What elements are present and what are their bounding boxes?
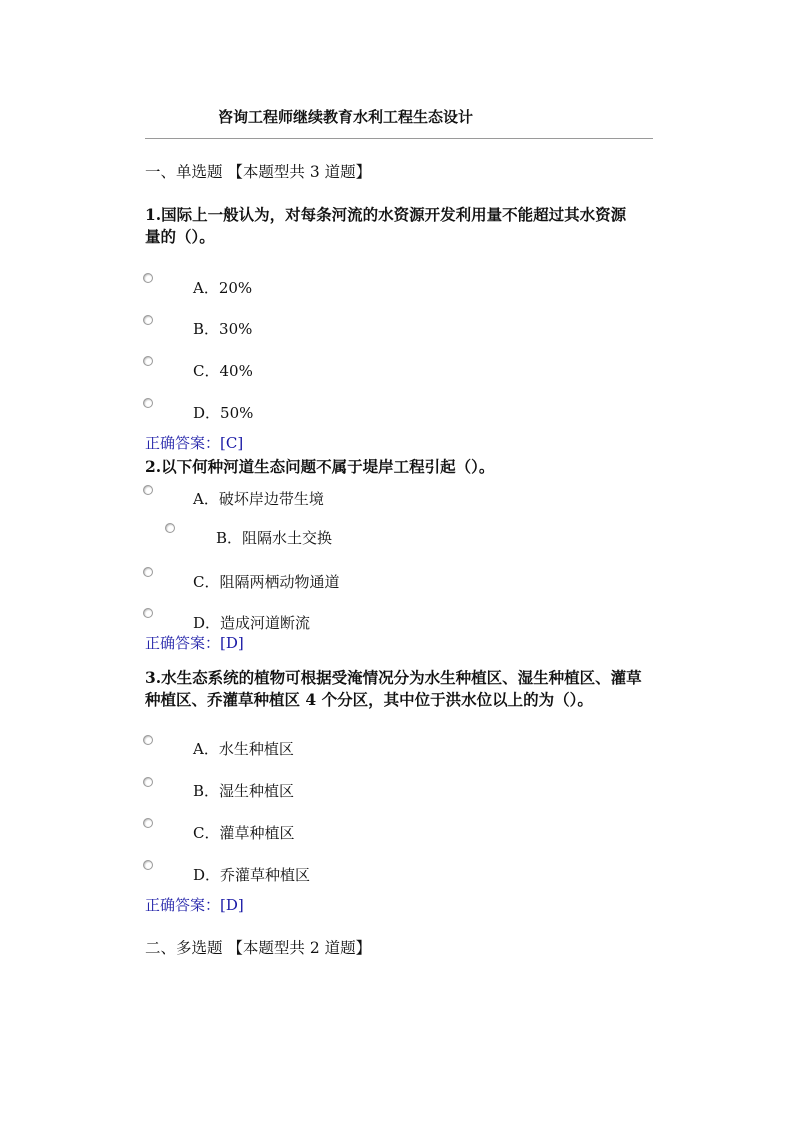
- q3-option-d-label: D．乔灌草种植区: [193, 866, 311, 884]
- q3-option-c-radio[interactable]: [143, 818, 153, 828]
- q1-option-c-label: C．40%: [193, 362, 253, 380]
- q2-option-d-radio[interactable]: [143, 608, 153, 618]
- q1-correct-answer: 正确答案：[C]: [145, 434, 244, 452]
- q3-option-c-label: C．灌草种植区: [193, 824, 295, 842]
- question-3-line-2: 种植区、乔灌草种植区 4 个分区，其中位于洪水位以上的为（）。: [145, 690, 593, 709]
- q1-option-a-label: A．20%: [193, 279, 253, 297]
- q2-option-c-radio[interactable]: [143, 567, 153, 577]
- q1-option-d-label: D．50%: [193, 404, 254, 422]
- q3-correct-answer: 正确答案：[D]: [145, 896, 244, 914]
- q2-correct-answer: 正确答案：[D]: [145, 634, 244, 652]
- q3-option-a-radio[interactable]: [143, 735, 153, 745]
- q3-option-b-radio[interactable]: [143, 777, 153, 787]
- q2-option-d-label: D．造成河道断流: [193, 614, 311, 632]
- q1-option-c-radio[interactable]: [143, 356, 153, 366]
- q2-option-a-label: A．破坏岸边带生境: [193, 490, 324, 508]
- q3-option-b-label: B．湿生种植区: [193, 782, 295, 800]
- q3-option-a-label: A．水生种植区: [193, 740, 294, 758]
- title-divider: [145, 138, 653, 139]
- section-heading-multiple-choice: 二、多选题 【本题型共 2 道题】: [145, 939, 372, 957]
- q2-option-b-radio[interactable]: [165, 523, 175, 533]
- q1-option-b-radio[interactable]: [143, 315, 153, 325]
- q2-option-b-label: B．阻隔水土交换: [216, 529, 333, 547]
- q1-option-a-radio[interactable]: [143, 273, 153, 283]
- question-2-text: 2.以下何种河道生态问题不属于堤岸工程引起（）。: [145, 457, 495, 476]
- q2-option-a-radio[interactable]: [143, 485, 153, 495]
- question-1-line-2: 量的（）。: [145, 227, 215, 246]
- question-3-line-1: 3.水生态系统的植物可根据受淹情况分为水生种植区、湿生种植区、灌草: [145, 668, 642, 687]
- section-heading-single-choice: 一、单选题 【本题型共 3 道题】: [145, 163, 372, 181]
- q2-option-c-label: C．阻隔两栖动物通道: [193, 573, 340, 591]
- q1-option-d-radio[interactable]: [143, 398, 153, 408]
- q3-option-d-radio[interactable]: [143, 860, 153, 870]
- q1-option-b-label: B．30%: [193, 320, 253, 338]
- document-title: 咨询工程师继续教育水利工程生态设计: [218, 108, 474, 126]
- question-1-line-1: 1.国际上一般认为，对每条河流的水资源开发利用量不能超过其水资源: [145, 205, 627, 224]
